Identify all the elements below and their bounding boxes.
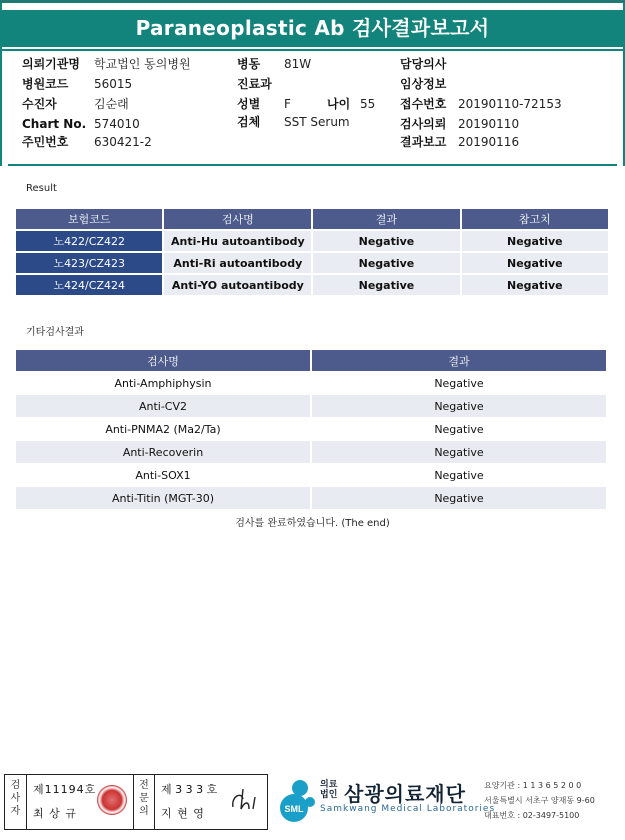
clinical-label: 임상정보	[400, 77, 447, 91]
result-cell: Negative	[312, 418, 606, 440]
specialist-label-text: 전문의	[139, 780, 149, 817]
chart-value: 574010	[94, 117, 140, 131]
corp-type-line-1: 의료	[320, 780, 338, 790]
signature-icon	[229, 785, 265, 815]
age-label: 나이	[327, 97, 351, 111]
specialist-license: 제 3 3 3 호	[161, 783, 218, 796]
result-table	[14, 207, 610, 297]
header-insurance-code: 보험코드	[16, 209, 162, 229]
specimen-value: SST Serum	[284, 115, 350, 129]
patient-info-block	[0, 55, 625, 155]
report-value: 20190116	[458, 135, 520, 149]
age-value: 55	[360, 97, 376, 111]
end-note: 검사를 완료하였습니다. (The end)	[235, 518, 390, 529]
id-label: 주민번호	[22, 135, 69, 149]
test-name-cell: Anti-YO autoantibody	[164, 275, 311, 295]
test-name-cell: Anti-CV2	[16, 395, 310, 417]
seal-stamp-icon	[97, 785, 127, 815]
tester-label	[5, 775, 27, 829]
id-value: 630421-2	[94, 135, 152, 149]
specialist-label	[133, 775, 155, 829]
sex-value: F	[284, 97, 291, 111]
other-table-header	[16, 350, 606, 371]
hospital-code-value: 56015	[94, 77, 133, 91]
header-reference: 참고치	[462, 209, 608, 229]
other-results-table	[14, 349, 608, 510]
sex-label: 성별	[237, 97, 261, 111]
corp-type	[320, 780, 337, 800]
header-test-name: 검사명	[16, 350, 310, 371]
insurance-code-cell: 노422/CZ422	[16, 231, 162, 251]
institution-value: 학교법인 동의병원	[94, 57, 191, 71]
tester-name: 최 상 규	[33, 807, 77, 820]
test-name-cell: Anti-PNMA2 (Ma2/Ta)	[16, 418, 310, 440]
result-cell: Negative	[312, 372, 606, 394]
test-name-cell: Anti-Titin (MGT-30)	[16, 487, 310, 509]
title-rule	[2, 49, 623, 51]
result-cell: Negative	[312, 441, 606, 463]
corp-phone: 대표번호 : 02-3497-5100	[484, 811, 580, 820]
reference-cell: Negative	[462, 275, 608, 295]
agency-number: 요양기관 : 1 1 3 6 5 2 0 0	[484, 781, 582, 790]
reference-cell: Negative	[462, 231, 608, 251]
report-footer	[0, 772, 625, 838]
test-name-cell: Anti-Amphiphysin	[16, 372, 310, 394]
table-row	[16, 275, 608, 295]
result-table-header	[16, 209, 608, 229]
tester-license: 제11194호	[33, 783, 97, 796]
table-row	[16, 395, 606, 417]
ward-label: 병동	[237, 57, 261, 71]
other-section-label: 기타검사결과	[26, 327, 84, 338]
header-result: 결과	[312, 350, 606, 371]
top-rule	[0, 0, 625, 3]
table-row	[16, 487, 606, 509]
logo-text: SML	[284, 804, 304, 814]
insurance-code-cell: 노423/CZ423	[16, 253, 162, 273]
table-row	[16, 231, 608, 251]
institution-label: 의뢰기관명	[22, 57, 80, 71]
result-cell: Negative	[312, 487, 606, 509]
table-row	[16, 253, 608, 273]
dept-label: 진료과	[237, 77, 272, 91]
test-name-cell: Anti-Ri autoantibody	[164, 253, 311, 273]
chart-label: Chart No.	[22, 117, 87, 131]
corp-english-name: Samkwang Medical Laboratories	[320, 804, 496, 814]
receipt-value: 20190110-72153	[458, 97, 562, 111]
result-cell: Negative	[313, 275, 459, 295]
result-cell: Negative	[313, 253, 459, 273]
test-name-cell: Anti-Recoverin	[16, 441, 310, 463]
test-name-cell: Anti-Hu autoantibody	[164, 231, 311, 251]
result-cell: Negative	[312, 464, 606, 486]
result-section-label: Result	[26, 183, 57, 194]
report-title: Paraneoplastic Ab 검사결과보고서	[2, 10, 623, 47]
info-bottom-rule	[8, 164, 617, 166]
corp-address: 서울특별시 서초구 양재동 9-60	[484, 796, 595, 805]
reference-cell: Negative	[462, 253, 608, 273]
report-label: 결과보고	[400, 135, 447, 149]
sml-logo-icon	[272, 778, 316, 824]
receipt-label: 접수번호	[400, 97, 447, 111]
corp-type-line-2: 법인	[320, 790, 338, 800]
request-value: 20190110	[458, 117, 520, 131]
table-row	[16, 464, 606, 486]
patient-value: 김순래	[94, 97, 129, 111]
specimen-label: 검체	[237, 115, 261, 129]
result-cell: Negative	[313, 231, 459, 251]
hospital-code-label: 병원코드	[22, 77, 69, 91]
signature-box	[4, 774, 268, 830]
specialist-name: 지 현 영	[161, 807, 205, 820]
test-name-cell: Anti-SOX1	[16, 464, 310, 486]
request-label: 검사의뢰	[400, 117, 447, 131]
header-result: 결과	[313, 209, 459, 229]
table-row	[16, 418, 606, 440]
doctor-label: 담당의사	[400, 57, 447, 71]
table-row	[16, 441, 606, 463]
tester-label-text: 검사자	[10, 780, 21, 817]
insurance-code-cell: 노424/CZ424	[16, 275, 162, 295]
ward-value: 81W	[284, 57, 312, 71]
table-row	[16, 372, 606, 394]
header-test-name: 검사명	[164, 209, 311, 229]
patient-label: 수진자	[22, 97, 57, 111]
result-cell: Negative	[312, 395, 606, 417]
corp-name: 삼광의료재단	[344, 782, 466, 806]
